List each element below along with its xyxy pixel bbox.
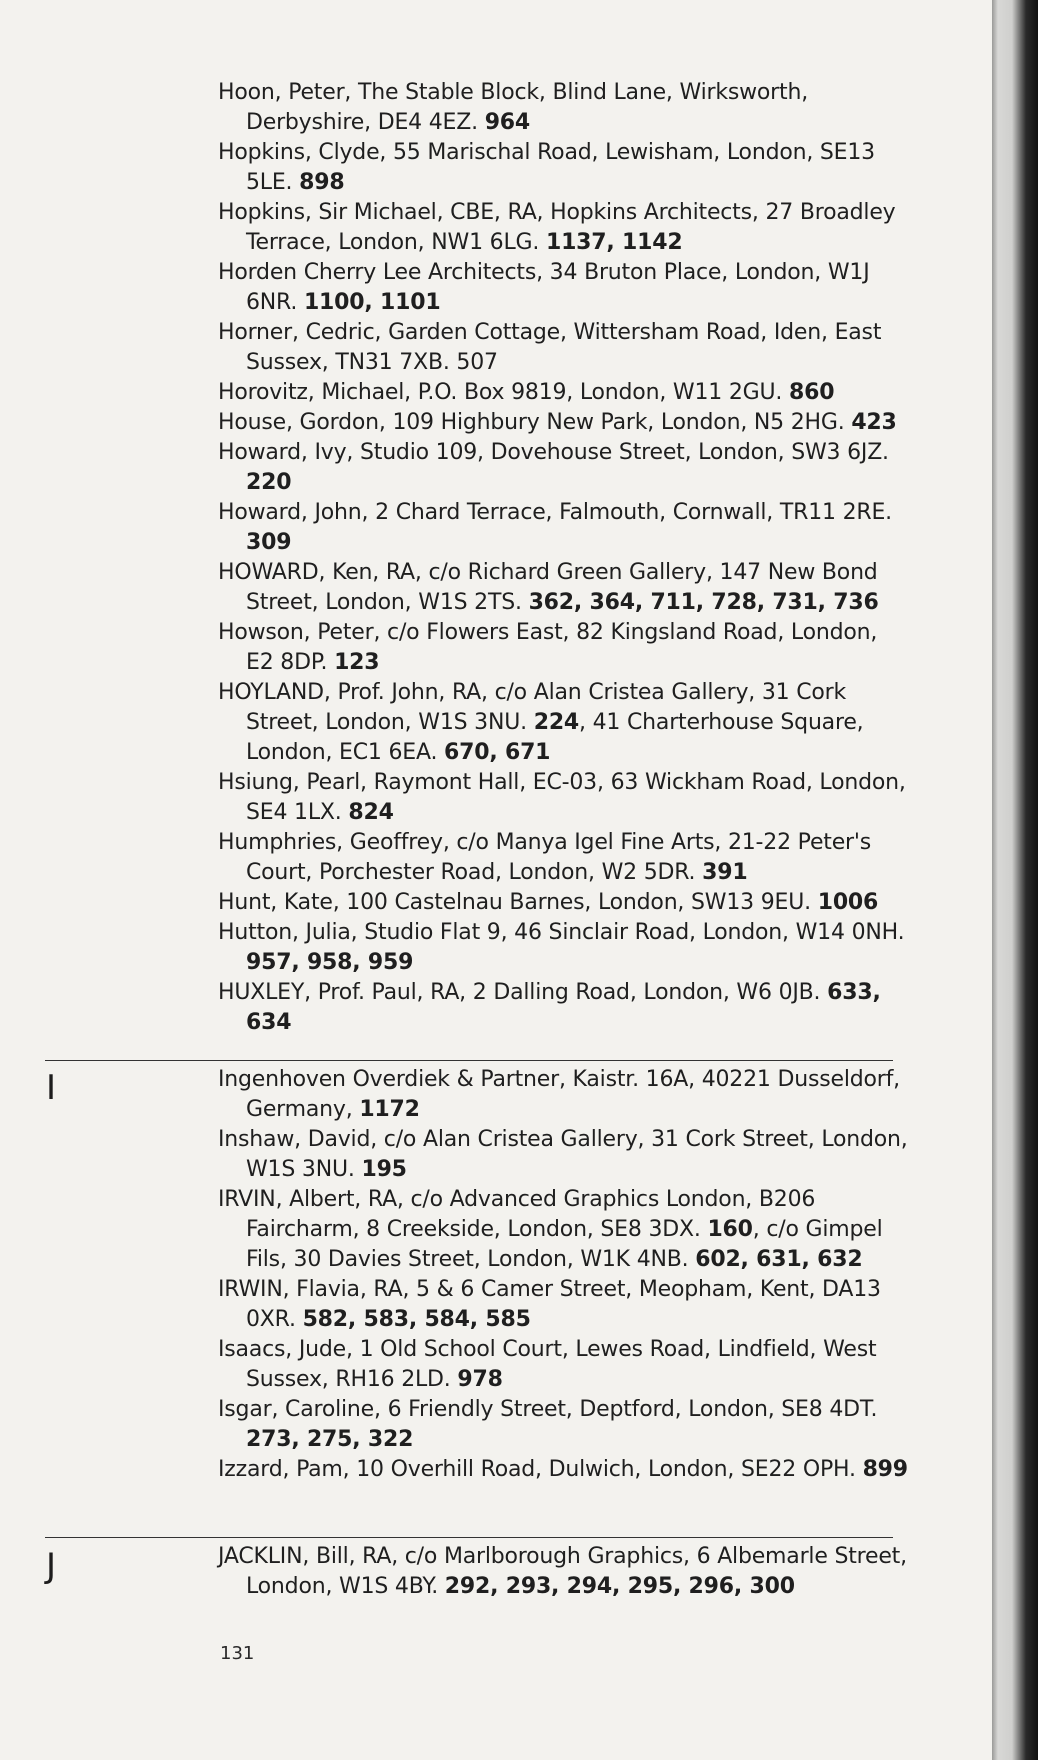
entry-address: Howard, Ivy, Studio 109, Dovehouse Street, London, SW3 6JZ. [218,440,889,465]
directory-entry [218,1065,908,1125]
directory-entry [218,498,908,558]
catalogue-numbers: 224 [533,710,580,735]
entry-address: Hoon, Peter, The Stable Block, Blind Lane, Wirksworth, Derbyshire, DE4 4EZ. [218,80,808,135]
catalogue-numbers: 582, 583, 584, 585 [302,1307,531,1332]
directory-entry [218,678,908,768]
directory-entry [218,378,908,408]
catalogue-numbers: 1172 [359,1097,420,1122]
entry-address: Howard, John, 2 Chard Terrace, Falmouth, Cornwall, TR11 2RE. [218,500,892,525]
entry-address: Hutton, Julia, Studio Flat 9, 46 Sinclair Road, London, W14 0NH. [218,920,905,945]
directory-entry [218,1542,908,1602]
entry-address: IRVIN, Albert, RA, c/o Advanced Graphics London, B206 Faircharm, 8 Creekside, London, SE8 3DX. [218,1187,816,1242]
section-letter-j: J [46,1546,57,1586]
directory-entry [218,1455,908,1485]
entries-j [218,1542,908,1602]
entry-address: Horden Cherry Lee Architects, 34 Bruton Place, London, W1J 6NR. [218,260,870,315]
directory-entry [218,78,908,138]
directory-entry [218,828,908,888]
entry-address: Izzard, Pam, 10 Overhill Road, Dulwich, London, SE22 OPH. [218,1457,856,1482]
directory-entry [218,1125,908,1185]
entries-h [218,78,908,1038]
catalogue-numbers: 898 [299,170,345,195]
entry-address: HUXLEY, Prof. Paul, RA, 2 Dalling Road, London, W6 0JB. [218,980,821,1005]
entry-address-2: , c/o Gimpel Fils, 30 Davies Street, London, W1K 4NB. [246,1217,883,1272]
entry-address: Inshaw, David, c/o Alan Cristea Gallery, 31 Cork Street, London, W1S 3NU. [218,1127,908,1182]
catalogue-numbers: 160 [707,1217,753,1242]
catalogue-numbers: 1006 [817,890,879,915]
catalogue-numbers: 1100, 1101 [303,290,441,315]
entry-address: House, Gordon, 109 Highbury New Park, London, N5 2HG. [218,410,845,435]
page-number: 131 [220,1643,255,1664]
directory-entry [218,1395,908,1455]
catalogue-numbers: 362, 364, 711, 728, 731, 736 [528,590,879,615]
catalogue-numbers-2: 670, 671 [444,740,551,765]
entry-address: IRWIN, Flavia, RA, 5 & 6 Camer Street, Meopham, Kent, DA13 0XR. [218,1277,881,1332]
entry-address: Hsiung, Pearl, Raymont Hall, EC-03, 63 Wickham Road, London, SE4 1LX. [218,770,906,825]
entry-address: Humphries, Geoffrey, c/o Manya Igel Fine Arts, 21-22 Peter's Court, Porchester Road, London, W2 5DR. [218,830,872,885]
directory-entry [218,918,908,978]
page-edge [992,0,1038,1760]
entry-address: Isaacs, Jude, 1 Old School Court, Lewes Road, Lindfield, West Sussex, RH16 2LD. [218,1337,877,1392]
section-divider-i [45,1060,893,1061]
directory-entry [218,618,908,678]
catalogue-numbers: 391 [702,860,748,885]
catalogue-numbers: 423 [851,410,897,435]
section-divider-j [45,1537,893,1538]
catalogue-numbers: 964 [484,110,531,135]
entry-address: Horovitz, Michael, P.O. Box 9819, London, W11 2GU. [218,380,783,405]
directory-entry [218,1275,908,1335]
directory-entry [218,258,908,318]
entry-address: Hunt, Kate, 100 Castelnau Barnes, London, SW13 9EU. [218,890,811,915]
directory-entry [218,978,908,1038]
directory-entry [218,408,908,438]
directory-entry [218,438,908,498]
entry-address: Horner, Cedric, Garden Cottage, Wittersham Road, Iden, East Sussex, TN31 7XB. 507 [218,320,882,375]
entry-address: Howson, Peter, c/o Flowers East, 82 Kingsland Road, London, E2 8DP. [218,620,878,675]
entry-address-2: , 41 Charterhouse Square, London, EC1 6EA. [246,710,864,765]
catalogue-numbers: 824 [348,800,394,825]
catalogue-numbers: 899 [862,1457,908,1482]
directory-entry [218,558,908,618]
entries-i [218,1065,908,1485]
directory-entry [218,1185,908,1275]
directory-entry [218,1335,908,1395]
directory-entry [218,198,908,258]
catalogue-numbers: 309 [246,530,292,555]
entry-address: HOWARD, Ken, RA, c/o Richard Green Gallery, 147 New Bond Street, London, W1S 2TS. [218,560,878,615]
catalogue-numbers: 1137, 1142 [545,230,683,255]
directory-entry [218,888,908,918]
catalogue-numbers: 220 [246,470,292,495]
entry-address: Ingenhoven Overdiek & Partner, Kaistr. 16A, 40221 Dusseldorf, Germany, [218,1067,900,1122]
entry-address: Hopkins, Clyde, 55 Marischal Road, Lewisham, London, SE13 5LE. [218,140,875,195]
catalogue-numbers: 292, 293, 294, 295, 296, 300 [444,1574,795,1599]
entry-address: Hopkins, Sir Michael, CBE, RA, Hopkins Architects, 27 Broadley Terrace, London, NW1 6LG. [218,200,896,255]
catalogue-numbers: 195 [361,1157,407,1182]
directory-entry [218,138,908,198]
directory-entry [218,768,908,828]
catalogue-numbers: 978 [457,1367,503,1392]
entry-address: HOYLAND, Prof. John, RA, c/o Alan Cristea Gallery, 31 Cork Street, London, W1S 3NU. [218,680,847,735]
catalogue-numbers: 860 [788,380,835,405]
catalogue-numbers: 123 [334,650,380,675]
catalogue-numbers: 957, 958, 959 [246,950,414,975]
directory-entry [218,318,908,378]
catalogue-numbers: 273, 275, 322 [246,1427,414,1452]
catalogue-numbers-2: 602, 631, 632 [695,1247,863,1272]
catalogue-numbers: 633, 634 [246,980,881,1035]
entry-address: JACKLIN, Bill, RA, c/o Marlborough Graphics, 6 Albemarle Street, London, W1S 4BY. [218,1544,907,1599]
entry-address: Isgar, Caroline, 6 Friendly Street, Deptford, London, SE8 4DT. [218,1397,878,1422]
section-letter-i: I [46,1068,57,1108]
